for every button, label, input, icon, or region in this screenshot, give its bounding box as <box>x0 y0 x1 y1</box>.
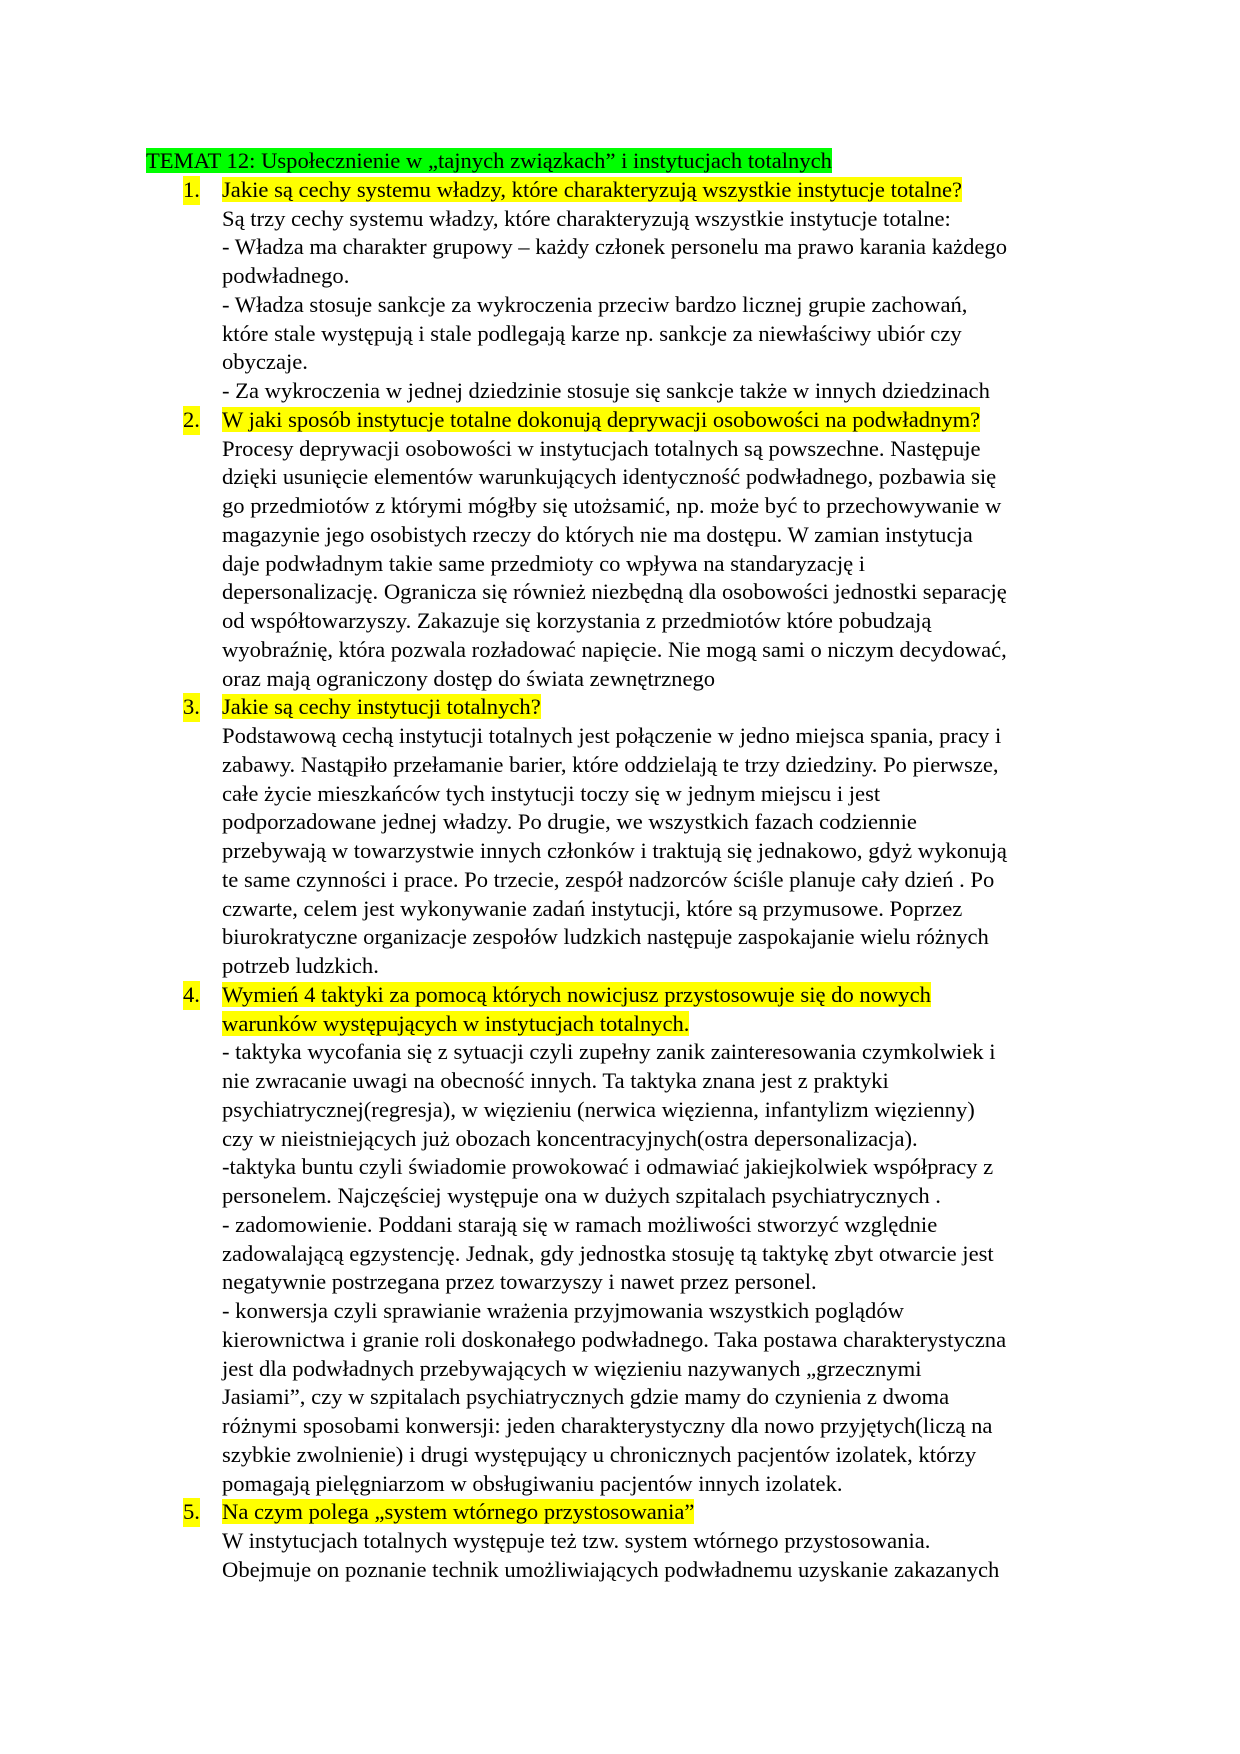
document-body <box>146 147 1096 1585</box>
answer-line: dzięki usunięcie elementów warunkujących identyczność podwładnego, pozbawia się <box>222 464 997 490</box>
answer-2 <box>146 435 1096 694</box>
document-title <box>146 147 1096 176</box>
answer-line: daje podwładnym takie same przedmioty co wpływa na standaryzację i <box>222 550 866 576</box>
answer-5 <box>146 1527 1096 1585</box>
answer-3 <box>146 722 1096 981</box>
answer-line: W instytucjach totalnych występuje też tzw. system wtórnego przystosowania. <box>222 1528 931 1553</box>
answer-line: czwarte, celem jest wykonywanie zadań instytucji, które są przymusowe. Poprzez <box>222 895 963 921</box>
question-number: 1. <box>183 176 200 205</box>
answer-line: podwładnego. <box>222 263 350 288</box>
section-2 <box>146 406 1096 694</box>
answer-line: szybkie zwolnienie) i drugi występujący u chronicznych pacjentów izolatek, którzy <box>222 1441 977 1467</box>
question-text: W jaki sposób instytucje totalne dokonują deprywacji osobowości na podwładnym? <box>222 406 981 432</box>
answer-line: Obejmuje on poznanie technik umożliwiających podwładnemu uzyskanie zakazanych <box>222 1556 1000 1582</box>
answer-1 <box>146 205 1096 406</box>
answer-line: które stale występują i stale podlegają karze np. sankcje za niewłaściwy ubiór czy <box>222 320 962 346</box>
answer-line: obyczaje. <box>222 349 308 375</box>
answer-line: całe życie mieszkańców tych instytucji toczy się w jednym miejscu i jest <box>222 780 881 806</box>
question-3 <box>146 693 1096 722</box>
answer-line: negatywnie postrzegana przez towarzyszy i nawet przez personel. <box>222 1269 817 1295</box>
question-text: warunków występujących w instytucjach totalnych. <box>222 1010 690 1036</box>
answer-line: oraz mają ograniczony dostęp do świata zewnętrznego <box>222 665 716 691</box>
answer-line: od współtowarzyszy. Zakazuje się korzystania z przedmiotów które pobudzają <box>222 608 932 633</box>
answer-line: zabawy. Nastąpiło przełamanie barier, które oddzielają te trzy dziedziny. Po pierwsze, <box>222 751 999 777</box>
answer-line: -taktyka buntu czyli świadomie prowokować i odmawiać jakiejkolwiek współpracy z <box>222 1154 994 1180</box>
question-text: Jakie są cechy instytucji totalnych? <box>222 694 541 720</box>
answer-line: personelem. Najczęściej występuje ona w dużych szpitalach psychiatrycznych . <box>222 1183 941 1208</box>
answer-line: te same czynności i prace. Po trzecie, zespół nadzorców ściśle planuje cały dzień . Po <box>222 866 995 892</box>
answer-line: go przedmiotów z którymi mógłby się utożsamić, np. może być to przechowywanie w <box>222 493 1002 518</box>
answer-line: potrzeb ludzkich. <box>222 953 379 978</box>
answer-line: - Władza ma charakter grupowy – każdy członek personelu ma prawo karania każdego <box>222 234 1007 260</box>
answer-4 <box>146 1038 1096 1498</box>
answer-line: - Za wykroczenia w jednej dziedzinie stosuje się sankcje także w innych dziedzinach <box>222 378 990 403</box>
answer-line: Procesy deprywacji osobowości w instytucjach totalnych są powszechne. Następuje <box>222 435 981 461</box>
answer-line: Jasiami”, czy w szpitalach psychiatrycznych gdzie mamy do czynienia z dwoma <box>222 1384 950 1410</box>
question-text: Jakie są cechy systemu władzy, które charakteryzują wszystkie instytucje totalne? <box>222 176 963 202</box>
question-2 <box>146 406 1096 435</box>
section-3 <box>146 693 1096 981</box>
answer-line: Są trzy cechy systemu władzy, które charakteryzują wszystkie instytucje totalne: <box>222 205 951 231</box>
section-5 <box>146 1498 1096 1584</box>
answer-line: psychiatrycznej(regresja), w więzieniu (nerwica więzienna, infantylizm więzienny) <box>222 1096 975 1122</box>
answer-line: różnymi sposobami konwersji: jeden charakterystyczny dla nowo przyjętych(liczą na <box>222 1413 993 1438</box>
answer-line: pomagają pielęgniarzom w obsługiwaniu pacjentów innych izolatek. <box>222 1470 843 1496</box>
answer-line: Podstawową cechą instytucji totalnych jest połączenie w jedno miejsca spania, pracy i <box>222 723 1002 748</box>
answer-line: depersonalizację. Ogranicza się również niezbędną dla osobowości jednostki separację <box>222 579 1007 605</box>
answer-line: nie zwracanie uwagi na obecność innych. Ta taktyka znana jest z praktyki <box>222 1068 889 1093</box>
answer-line: wyobraźnię, która pozwala rozładować napięcie. Nie mogą sami o niczym decydować, <box>222 636 1007 662</box>
section-4 <box>146 981 1096 1499</box>
answer-line: zadowalającą egzystencję. Jednak, gdy jednostka stosuję tą taktykę zbyt otwarcie jest <box>222 1240 994 1266</box>
question-text: Wymień 4 taktyki za pomocą których nowicjusz przystosowuje się do nowych <box>222 981 931 1007</box>
answer-line: jest dla podwładnych przebywających w więzieniu nazywanych „grzecznymi <box>222 1355 922 1381</box>
answer-line: podporzadowane jednej władzy. Po drugie, we wszystkich fazach codziennie <box>222 809 917 835</box>
question-4 <box>146 981 1096 1039</box>
question-5 <box>146 1498 1096 1527</box>
question-text: Na czym polega „system wtórnego przystosowania” <box>222 1499 695 1525</box>
answer-line: - taktyka wycofania się z sytuacji czyli zupełny zanik zainteresowania czymkolwiek i <box>222 1039 996 1065</box>
question-number: 4. <box>183 981 200 1010</box>
question-1 <box>146 176 1096 205</box>
question-number: 5. <box>183 1498 200 1527</box>
answer-line: przebywają w towarzystwie innych członków i traktują się jednakowo, gdyż wykonują <box>222 838 1007 863</box>
answer-line: magazynie jego osobistych rzeczy do których nie ma dostępu. W zamian instytucja <box>222 521 973 547</box>
section-1 <box>146 176 1096 406</box>
answer-line: kierownictwa i granie roli doskonałego podwładnego. Taka postawa charakterystyczna <box>222 1326 1007 1352</box>
title-highlight: TEMAT 12: Uspołecznienie w „tajnych związkach” i instytucjach totalnych <box>146 148 832 173</box>
question-number: 2. <box>183 406 200 435</box>
question-number: 3. <box>183 693 200 722</box>
answer-line: biurokratyczne organizacje zespołów ludzkich następuje zaspokajanie wielu różnych <box>222 924 989 950</box>
answer-line: - Władza stosuje sankcje za wykroczenia przeciw bardzo licznej grupie zachowań, <box>222 291 968 317</box>
answer-line: - konwersja czyli sprawianie wrażenia przyjmowania wszystkich poglądów <box>222 1298 904 1323</box>
answer-line: - zadomowienie. Poddani starają się w ramach możliwości stworzyć względnie <box>222 1211 938 1237</box>
answer-line: czy w nieistniejących już obozach koncentracyjnych(ostra depersonalizacja). <box>222 1125 918 1151</box>
